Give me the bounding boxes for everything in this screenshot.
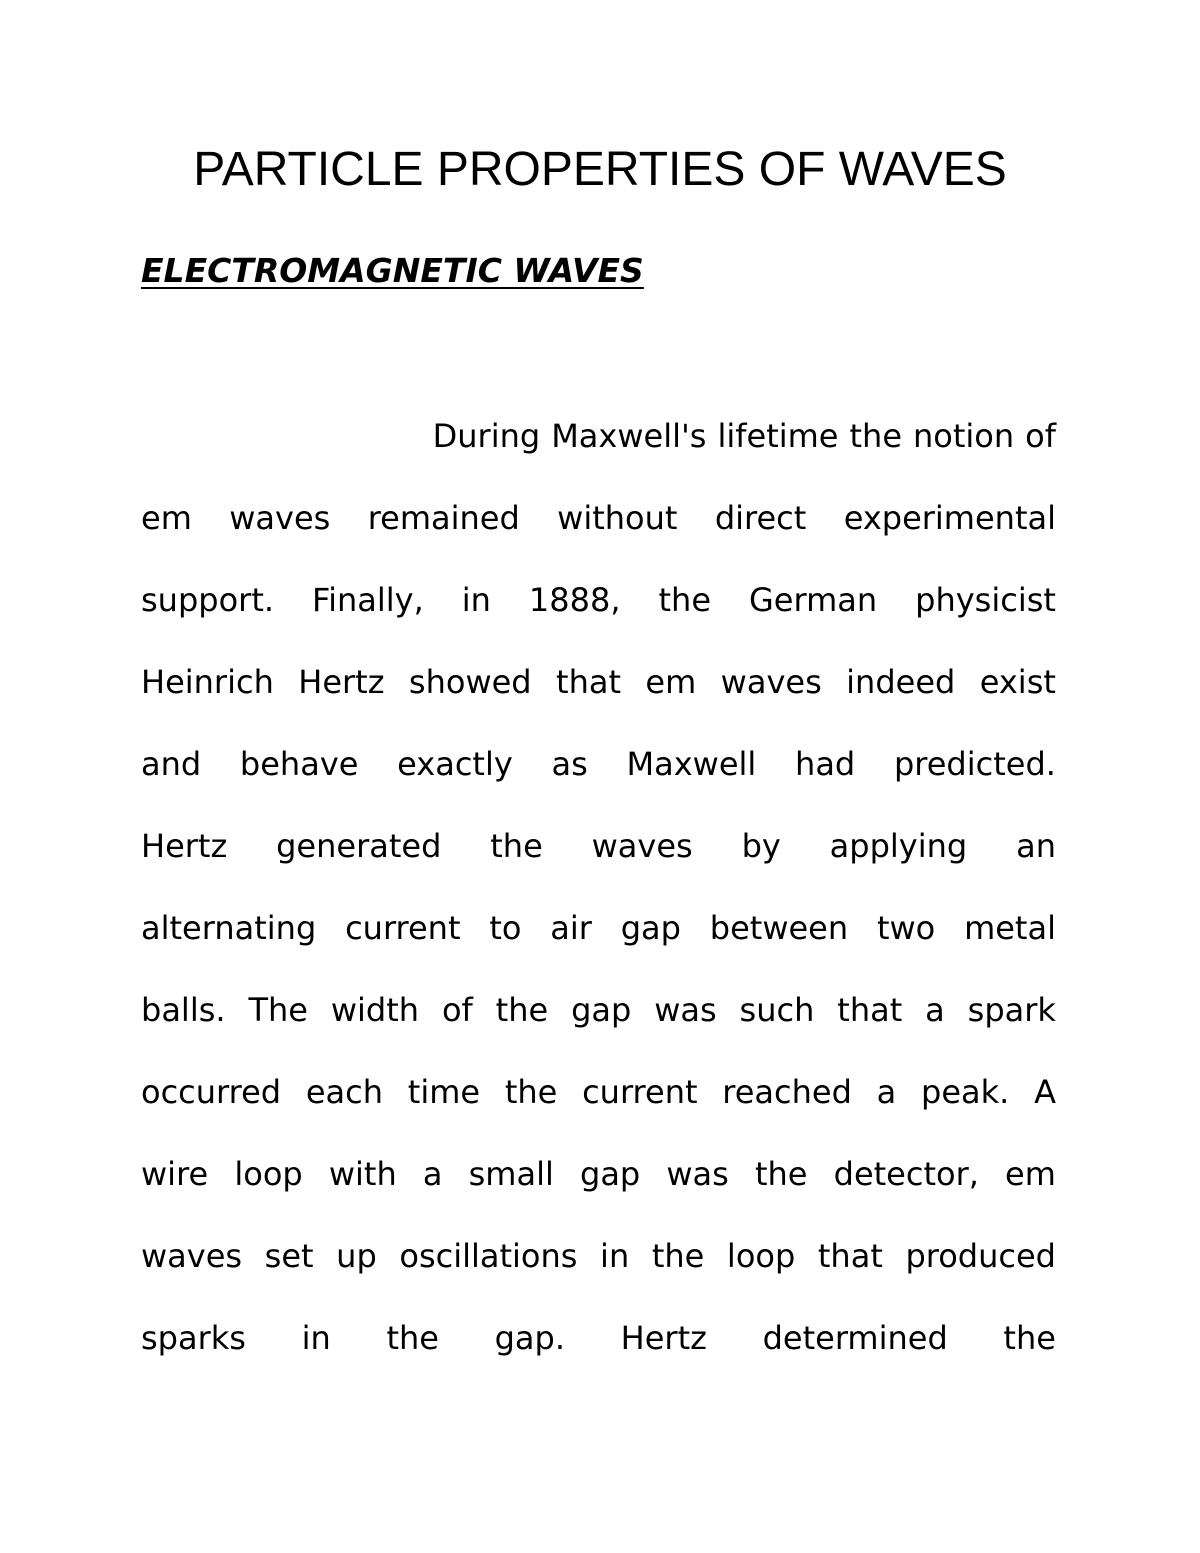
word: the xyxy=(651,1237,705,1275)
word: Heinrich xyxy=(141,663,274,701)
word: a xyxy=(876,1073,897,1111)
word: between xyxy=(709,909,849,947)
word: During xyxy=(432,417,541,455)
word: physicist xyxy=(915,581,1056,619)
word: applying xyxy=(829,827,968,865)
word: sparks xyxy=(141,1319,246,1357)
word: behave xyxy=(239,745,359,783)
word: the xyxy=(490,827,543,865)
word: the xyxy=(386,1319,439,1357)
word: with xyxy=(328,1155,397,1193)
word: width xyxy=(330,991,420,1029)
word: an xyxy=(1016,827,1056,865)
word: time xyxy=(407,1073,481,1111)
word: em xyxy=(645,663,697,701)
word: generated xyxy=(276,827,442,865)
word: a xyxy=(925,991,945,1029)
word: A xyxy=(1034,1073,1056,1111)
word: spark xyxy=(967,991,1056,1029)
word: loop xyxy=(234,1155,303,1193)
word: a xyxy=(422,1155,443,1193)
word: lifetime xyxy=(717,417,839,455)
word: em xyxy=(141,499,192,537)
word: exactly xyxy=(397,745,513,783)
paragraph-line xyxy=(141,1312,1056,1394)
word: indeed xyxy=(846,663,956,701)
word: Maxwell's xyxy=(551,417,707,455)
word: each xyxy=(305,1073,384,1111)
word: The xyxy=(248,991,308,1029)
word: air xyxy=(550,909,592,947)
word: current xyxy=(582,1073,698,1111)
word: wire xyxy=(141,1155,209,1193)
word: in xyxy=(461,581,491,619)
word: without xyxy=(557,499,678,537)
body-paragraph xyxy=(141,410,1056,1394)
word: reached xyxy=(722,1073,852,1111)
word: Maxwell xyxy=(626,745,757,783)
word: waves xyxy=(720,663,822,701)
word: metal xyxy=(964,909,1056,947)
word: balls. xyxy=(141,991,226,1029)
word: the xyxy=(504,1073,558,1111)
word: small xyxy=(468,1155,554,1193)
word: to xyxy=(489,909,522,947)
paragraph-line xyxy=(141,820,1056,902)
word: and xyxy=(141,745,202,783)
paragraph-line xyxy=(141,574,1056,656)
word: the xyxy=(658,581,712,619)
paragraph-line xyxy=(141,410,1056,492)
word: occurred xyxy=(141,1073,282,1111)
word: remained xyxy=(367,499,520,537)
word: gap. xyxy=(494,1319,566,1357)
word: in xyxy=(600,1237,630,1275)
word: was xyxy=(666,1155,729,1193)
word: up xyxy=(336,1237,377,1275)
word: oscillations xyxy=(399,1237,578,1275)
word: Finally, xyxy=(312,581,424,619)
word: produced xyxy=(905,1237,1056,1275)
word: waves xyxy=(229,499,331,537)
document-title: PARTICLE PROPERTIES OF WAVES xyxy=(193,143,1007,196)
word: the xyxy=(495,991,549,1029)
word: notion xyxy=(913,417,1015,455)
word: current xyxy=(345,909,461,947)
word: the xyxy=(849,417,902,455)
paragraph-line xyxy=(141,656,1056,738)
word: gap xyxy=(571,991,632,1029)
word: Hertz xyxy=(141,827,228,865)
word: such xyxy=(739,991,815,1029)
section-heading: ELECTROMAGNETIC WAVES xyxy=(141,251,644,290)
word: that xyxy=(817,1237,883,1275)
word: had xyxy=(795,745,856,783)
word: showed xyxy=(408,663,532,701)
word: 1888, xyxy=(528,581,621,619)
word: support. xyxy=(141,581,275,619)
paragraph-line xyxy=(141,1230,1056,1312)
word: gap xyxy=(580,1155,641,1193)
word: two xyxy=(876,909,936,947)
word: set xyxy=(264,1237,314,1275)
word: in xyxy=(301,1319,331,1357)
word: alternating xyxy=(141,909,317,947)
word: gap xyxy=(620,909,681,947)
word: waves xyxy=(141,1237,243,1275)
word: German xyxy=(749,581,878,619)
word: peak. xyxy=(921,1073,1010,1111)
word: as xyxy=(551,745,588,783)
word: detector, xyxy=(833,1155,979,1193)
paragraph-line xyxy=(141,902,1056,984)
paragraph-line xyxy=(141,1148,1056,1230)
word: waves xyxy=(591,827,693,865)
word: was xyxy=(654,991,717,1029)
word: loop xyxy=(726,1237,796,1275)
word: em xyxy=(1005,1155,1056,1193)
word: the xyxy=(1003,1319,1056,1357)
paragraph-line xyxy=(141,1066,1056,1148)
word: by xyxy=(741,827,781,865)
word: of xyxy=(441,991,473,1029)
word: Hertz xyxy=(298,663,385,701)
paragraph-line xyxy=(141,492,1056,574)
word: determined xyxy=(762,1319,948,1357)
word: that xyxy=(556,663,621,701)
word: exist xyxy=(979,663,1056,701)
word: experimental xyxy=(843,499,1056,537)
paragraph-line xyxy=(141,738,1056,820)
paragraph-line xyxy=(141,984,1056,1066)
word: Hertz xyxy=(620,1319,707,1357)
word: that xyxy=(837,991,903,1029)
word: predicted. xyxy=(893,745,1056,783)
word: the xyxy=(754,1155,808,1193)
word: of xyxy=(1025,417,1056,455)
word: direct xyxy=(714,499,807,537)
